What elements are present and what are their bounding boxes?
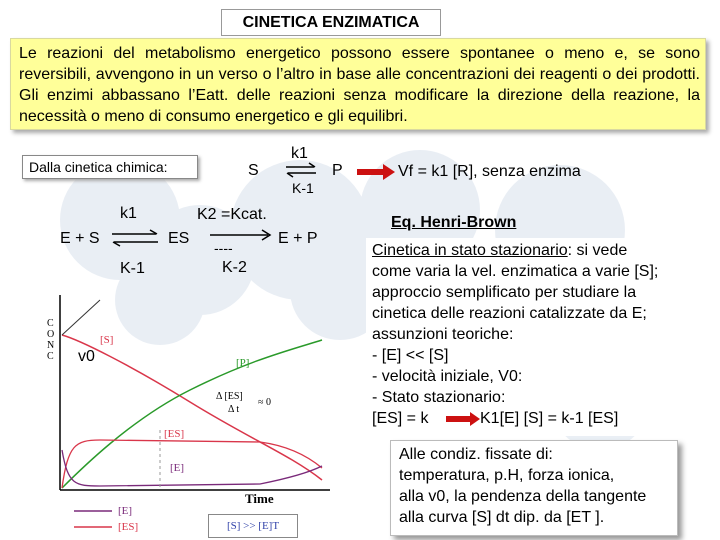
curve-es xyxy=(62,440,322,488)
y-axis-letter: C xyxy=(47,318,54,329)
legend-e: [E] xyxy=(118,505,133,517)
steady-state-equation xyxy=(372,408,706,429)
vf-equation: Vf = k1 [R], senza enzima xyxy=(398,163,581,180)
mech-k1: k1 xyxy=(120,205,137,222)
y-axis-letter: C xyxy=(47,351,54,362)
v0-tangent xyxy=(62,300,100,335)
reaction-s: S xyxy=(248,162,259,179)
legend-lines xyxy=(72,505,114,535)
intro-text: Le reazioni del metabolismo energetico possono essere spontanee o meno e, se sono reversibili, avvengono in un verso o l’altro in base alle concentrazioni dei reagenti o dei prodotti. Gli enzimi abbassano l’Eatt. delle reazioni senza modificare la direzione della reazione, la necessità o meno di consumo energetico e gli equilibri. xyxy=(19,45,700,125)
reaction-p: P xyxy=(332,162,343,179)
steady-rhs: ≈ 0 xyxy=(258,397,271,408)
equation-left: [ES] = k xyxy=(372,410,429,427)
y-axis-label xyxy=(47,318,57,362)
text-line: alla curva [S] dt dip. da [ET ]. xyxy=(399,509,605,526)
label-s: [S] xyxy=(100,334,114,346)
mech-e-plus-s: E + S xyxy=(60,230,100,247)
mech-dashes: ---- xyxy=(214,240,233,256)
mech-equilibrium-arrows-icon xyxy=(110,228,160,250)
text-line: cinetica delle reazioni catalizzate da E; xyxy=(372,305,647,322)
curve-s xyxy=(62,335,322,480)
steady-state-text xyxy=(366,238,712,436)
mech-k2-kcat: K2 =Kcat. xyxy=(197,206,267,223)
text-line: Alle condiz. fissate di: xyxy=(399,446,553,463)
label-p: [P] xyxy=(236,357,250,369)
mech-k-minus1: K-1 xyxy=(120,260,145,277)
steady-state-heading: Cinetica in stato stazionario xyxy=(372,242,568,259)
text-line: - Stato stazionario: xyxy=(372,389,506,406)
reaction-k1: k1 xyxy=(291,145,308,162)
henri-brown-title: Eq. Henri-Brown xyxy=(391,214,517,231)
x-axis-label: Time xyxy=(245,491,274,506)
mech-k-minus2: K-2 xyxy=(222,259,247,276)
text-line: temperatura, p.H, forza ionica, xyxy=(399,467,615,484)
steady-denominator: Δ t xyxy=(228,404,240,415)
equilibrium-arrows-icon xyxy=(284,162,318,178)
text-line: - velocità iniziale, V0: xyxy=(372,368,523,385)
steady-state-line xyxy=(372,240,706,261)
text-line: alla v0, la pendenza della tangente xyxy=(399,488,647,505)
mech-es: ES xyxy=(168,230,190,247)
conditions-box xyxy=(390,440,678,536)
label-es: [ES] xyxy=(164,428,185,440)
v0-label: v0 xyxy=(78,348,95,365)
text-line: come varia la vel. enzimatica a varie [S]; xyxy=(372,263,659,280)
text-line: : si vede xyxy=(567,242,628,259)
label-e: [E] xyxy=(170,462,185,474)
intro-paragraph xyxy=(10,38,706,130)
y-axis-letter: N xyxy=(47,340,55,351)
mech-e-plus-p: E + P xyxy=(278,230,318,247)
legend-es: [ES] xyxy=(118,521,139,533)
y-axis-letter: O xyxy=(47,329,55,340)
kinetics-label: Dalla cinetica chimica: xyxy=(22,155,198,179)
kinetics-graph xyxy=(40,290,340,510)
curve-p xyxy=(62,340,322,488)
text-line: - [E] << [S] xyxy=(372,347,449,364)
equation-right: K1[E] [S] = k-1 [ES] xyxy=(480,410,619,427)
equation-arrow-icon xyxy=(446,412,482,426)
text-line: assunzioni teoriche: xyxy=(372,326,514,343)
page-title: CINETICA ENZIMATICA xyxy=(221,9,441,36)
condition-box: [S] >> [E]T xyxy=(208,514,298,538)
red-arrow-icon xyxy=(357,164,397,180)
steady-numerator: Δ [ES] xyxy=(216,391,243,402)
reaction-k-minus1: K-1 xyxy=(292,180,314,196)
text-line: approccio semplificato per studiare la xyxy=(372,284,637,301)
